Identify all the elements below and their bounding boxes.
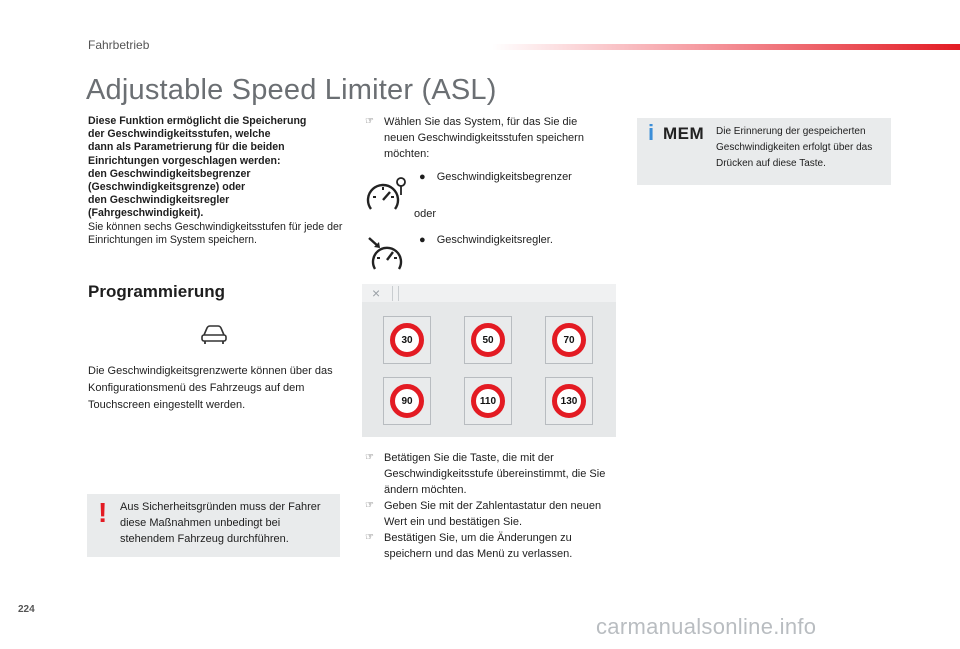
speed-button[interactable] [383,377,431,425]
speed-sign: 90 [390,384,424,418]
step-item [365,450,611,498]
toolbar-divider [398,286,399,301]
speed-button[interactable] [545,377,593,425]
bullet: ● [419,234,426,246]
pointing-hand-icon: ☞ [365,116,374,127]
intro-bold-line: (Geschwindigkeitsgrenze) oder [88,181,246,194]
step-item [365,114,605,162]
pointing-hand-icon: ☞ [365,452,374,463]
mem-button-label: MEM [663,124,705,143]
intro-bold-line: (Fahrgeschwindigkeit). [88,207,204,220]
pointing-hand-icon: ☞ [365,532,374,543]
car-icon [199,323,229,345]
warning-icon: ! [98,497,108,528]
speed-button[interactable] [545,316,593,364]
option-label: Geschwindigkeitsregler. [436,234,553,246]
option-regler [419,234,553,246]
page-number: 224 [18,604,35,615]
step-item [365,530,611,562]
watermark: carmanualsonline.info [596,614,817,639]
speed-limiter-icon [365,175,409,213]
speed-button[interactable] [464,316,512,364]
intro-bold-line: dann als Parametrierung für die beiden [88,141,285,154]
intro-bold-line: Einrichtungen vorgeschlagen werden: [88,154,281,167]
option-label: Geschwindigkeitsbegrenzer [436,171,572,183]
intro-bold-line: den Geschwindigkeitsregler [88,194,230,207]
speed-button[interactable] [383,316,431,364]
step-text: Bestätigen Sie, um die Änderungen zu speichern und das Menü zu verlassen. [384,532,573,560]
steps-list [365,450,611,562]
intro-bold-line: Diese Funktion ermöglicht die Speicherung [88,115,307,127]
step-text: Geben Sie mit der Zahlentastatur den neuen Wert ein und bestätigen Sie. [384,500,602,528]
speed-sign: 110 [471,384,505,418]
speed-sign: 50 [471,323,505,357]
intro-block [88,115,343,247]
step-text: Betätigen Sie die Taste, die mit der Geschwindigkeitsstufe übereinstimmt, die Sie ändern möchten. [384,452,606,496]
step-text: Wählen Sie das System, für das Sie die neuen Geschwindigkeitsstufen speichern möchten: [384,116,584,160]
warning-text: Aus Sicherheitsgründen muss der Fahrer diese Maßnahmen unbedingt bei stehendem Fahrzeug durchführen. [120,501,321,545]
speed-button[interactable] [464,377,512,425]
toolbar-divider [392,286,393,301]
section-label: Fahrbetrieb [88,38,150,52]
step-item [365,498,611,530]
info-icon: i [648,120,655,145]
intro-text: Sie können sechs Geschwindigkeitsstufen für jede der Einrichtungen im System speichern. [88,220,343,246]
close-icon[interactable]: × [372,285,381,301]
bullet: ● [419,171,426,183]
pointing-hand-icon: ☞ [365,500,374,511]
info-text: Die Erinnerung der gespeicherten Geschwindigkeiten erfolgt über das Drücken auf diese Taste. [716,126,873,169]
intro-bold-line: der Geschwindigkeitsstufen, welche [88,128,271,141]
panel-toolbar [362,284,616,302]
speed-sign: 30 [390,323,424,357]
page-title: Adjustable Speed Limiter (ASL) [86,74,497,106]
or-word: oder [414,208,437,220]
section-heading: Programmierung [88,282,225,301]
option-limiter [419,171,572,183]
header-accent-bar [492,44,960,50]
cruise-control-icon [367,236,407,272]
programming-paragraph: Die Geschwindigkeitsgrenzwerte können über das Konfigurationsmenü des Fahrzeugs auf dem Touchscreen eingestellt werden. [88,365,333,411]
speed-sign: 130 [552,384,586,418]
intro-bold-line: den Geschwindigkeitsbegrenzer [88,167,251,180]
speed-sign: 70 [552,323,586,357]
